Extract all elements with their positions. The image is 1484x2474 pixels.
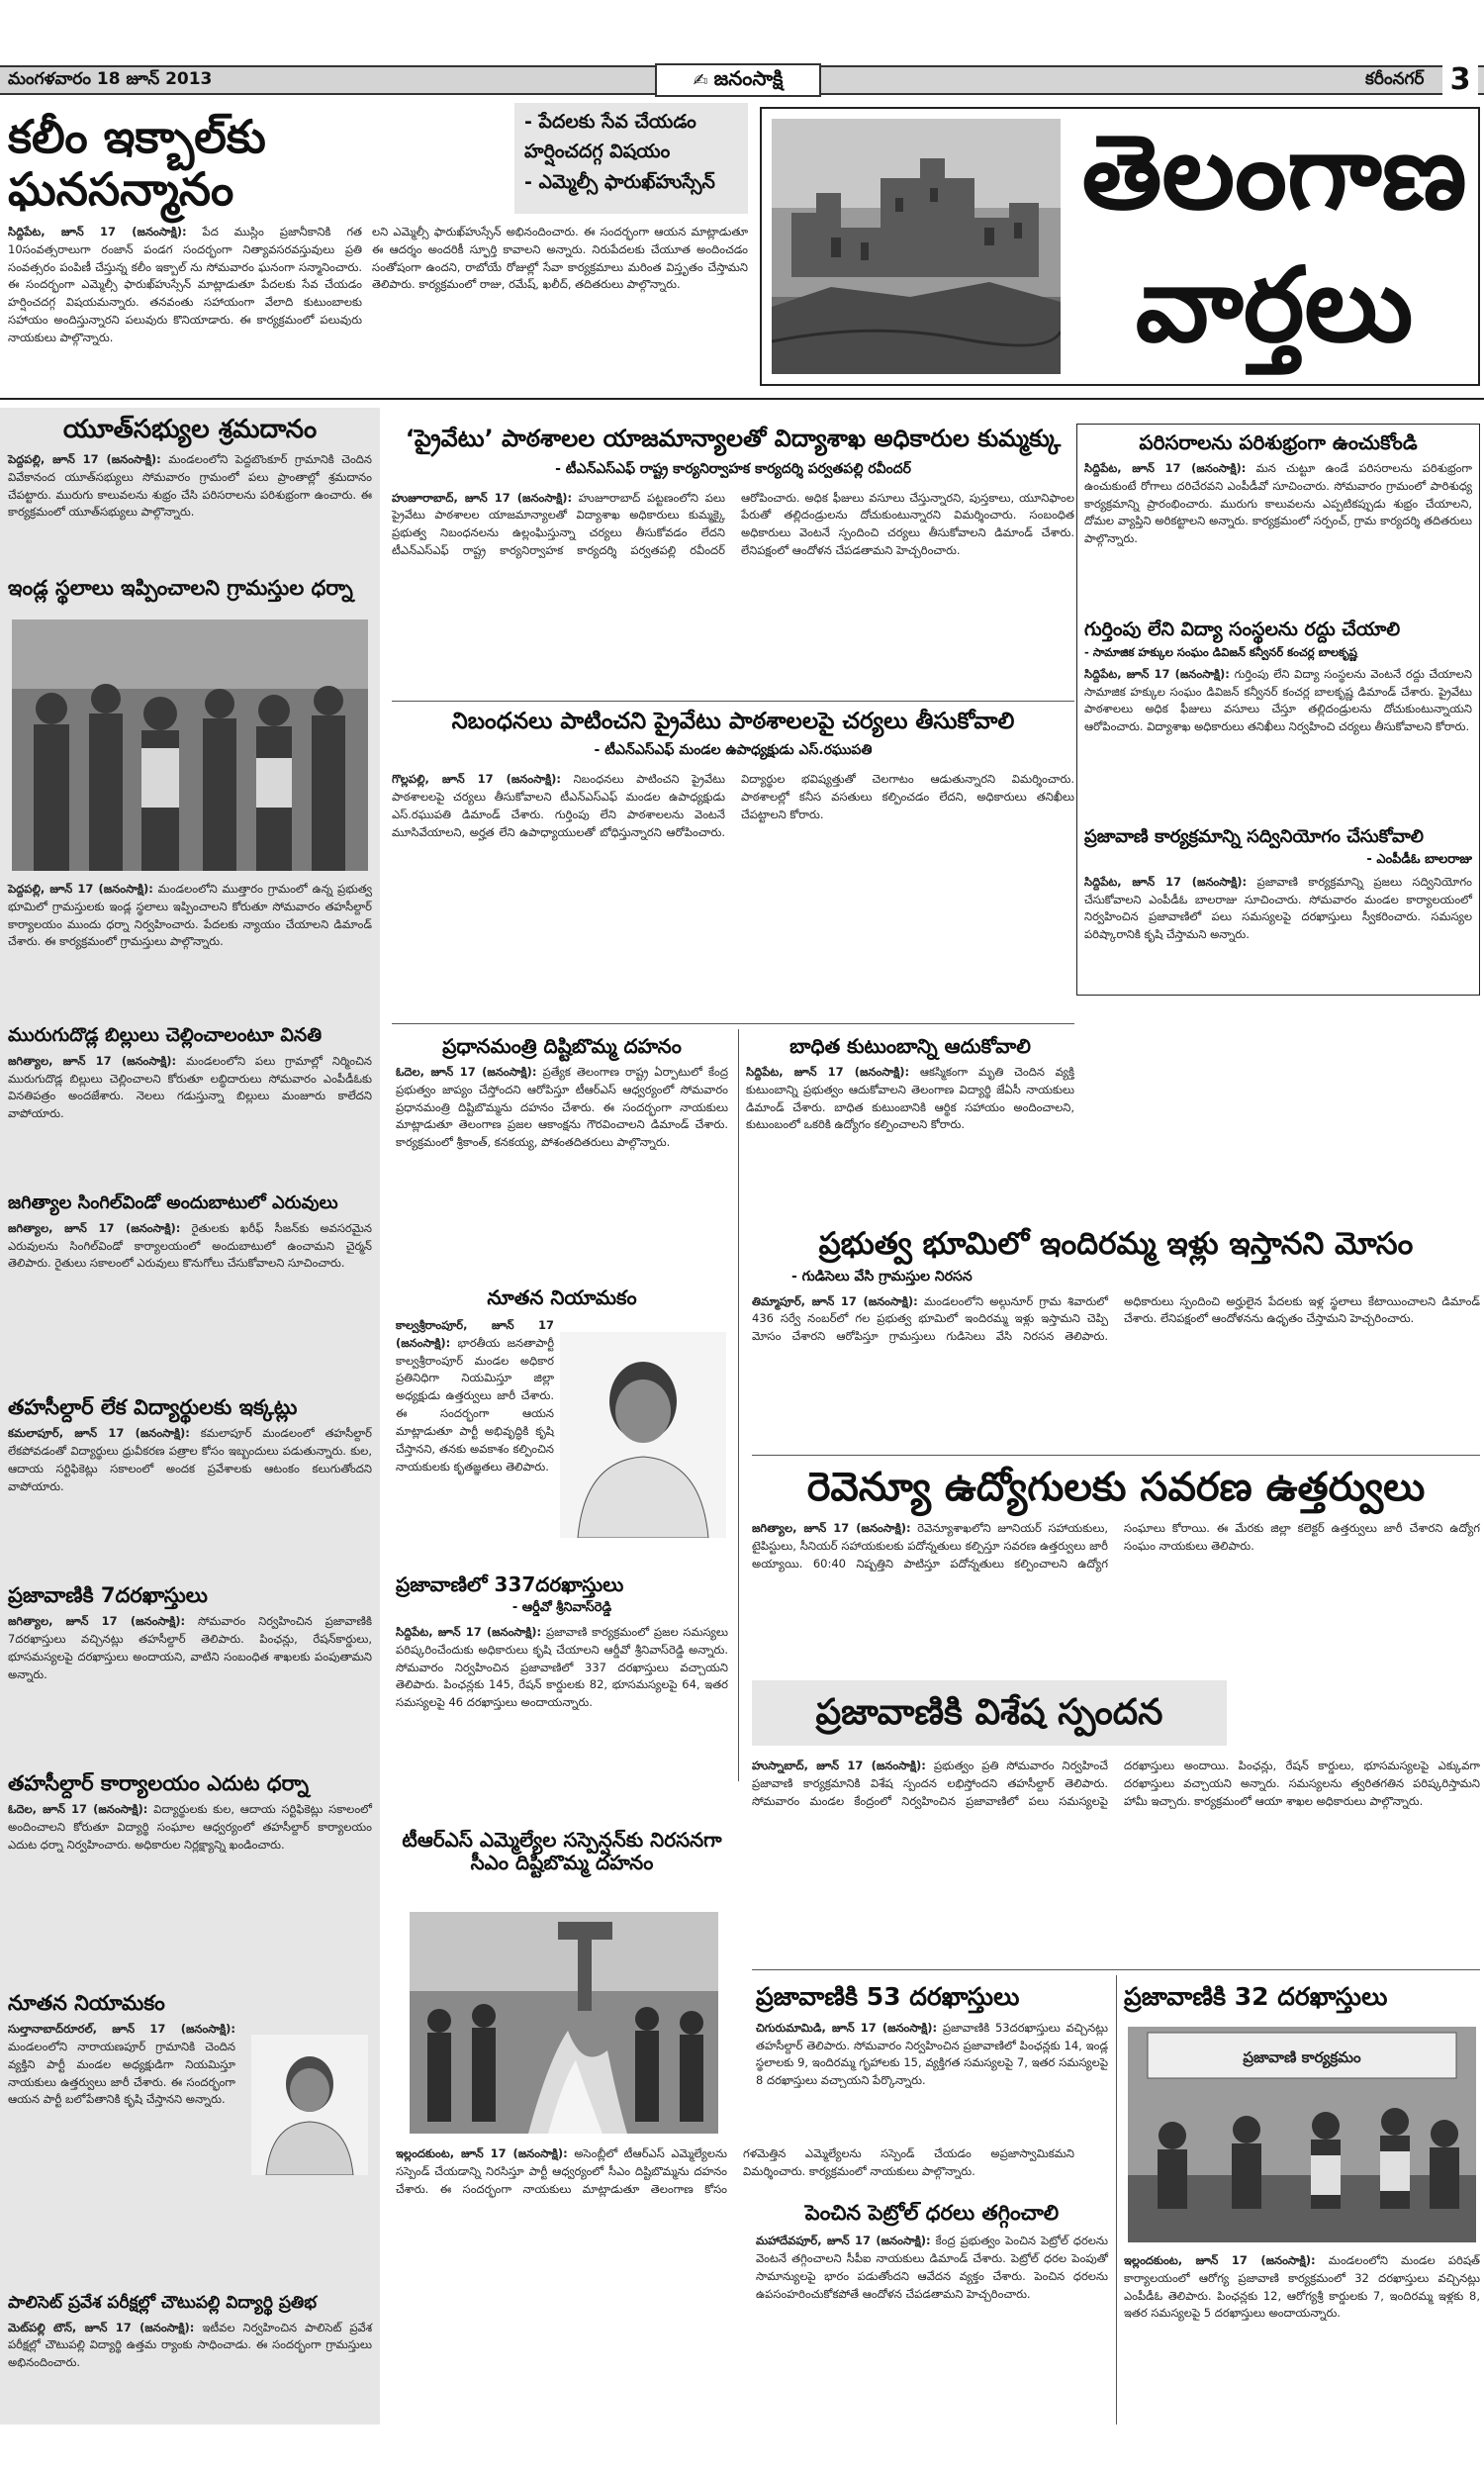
no-tahsildar-body: కమలాపూర్ మండలంలో తహసీల్దార్ లేకపోవడంతో విద్యార్థులు ధ్రువీకరణ పత్రాల కోసం ఇబ్బందులు పడుతున్నారు. కుల, ఆదాయ సర్టిఫికెట్లు సకాలంలో అందక ప్రవేశాలకు ఆటంకం కలుగుతోందని వాపోయారు.: [8, 1426, 372, 1493]
appointment-left-headline: నూతన నియామకం: [8, 1991, 165, 2015]
prajavani-usage-subhead: - ఎంపీడీఓ బాలరాజు: [1366, 851, 1472, 867]
unrecognized-body: గుర్తింపు లేని విద్యా సంస్థలను వెంటనే రద్దు చేయాలని సామాజిక హక్కుల సంఘం డివిజన్ కన్వీనర్ కంచర్ల బాలకృష్ణ డిమాండ్ చేశారు. ప్రైవేటు పాఠశాలలు అధిక ఫీజులు వసూలు చేస్తూ తల్లిదండ్రులను దోచుకుంటున్నాయని ఆరోపించారు. విద్యాశాఖ అధికారులు తనిఖీలు నిర్వహించి చర్యలు తీసుకోవాలని కోరారు.: [1084, 666, 1472, 734]
section-divider: [0, 398, 1484, 400]
prajavani32-dateline: ఇల్లందకుంట, జూన్ 17 (జనంసాక్షి):: [1124, 2253, 1316, 2267]
prajavani-banner-text: ప్రజావాణి కార్యక్రమం: [1243, 2048, 1361, 2066]
portrait-image-2: [560, 1332, 726, 1538]
plots-headline: ఇండ్ల స్థలాలు ఇప్పించాలని గ్రామస్తుల ధర్నా: [8, 576, 353, 600]
dharna-photo: [12, 619, 368, 871]
petrol-body: కేంద్ర ప్రభుత్వం పెంచిన పెట్రోల్ ధరలను వెంటనే తగ్గించాలని సీపీఐ నాయకులు డిమాండ్ చేశారు. పెట్రోల్ ధరల పెంపుతో సామాన్యులపై భారం పడుతోందని ఆవేదన వ్యక్తం చేశారు. పెంచిన ధరలను ఉపసంహరించుకోకపోతే ఆందోళన చేపడతామని హెచ్చరించారు.: [756, 2234, 1108, 2301]
prajavani-usage-body: ప్రజావాణి కార్యక్రమాన్ని ప్రజలు సద్వినియోగం చేసుకోవాలని ఎంపీడీఓ బాలరాజు సూచించారు. సోమవారం మండల కార్యాలయంలో నిర్వహించిన ప్రజావాణిలో పలు సమస్యలపై దరఖాస్తులు స్వీకరించారు. సమస్యల పరిష్కారానికి కృషి చేస్తామని అన్నారు.: [1084, 874, 1472, 942]
private-schools-headline: ‘ప్రైవేటు’ పాఠశాలల యాజమాన్యాలతో విద్యాశాఖ అధికారుల కుమ్మక్కు: [405, 425, 1062, 452]
victim-family-body: ఆకస్మికంగా మృతి చెందిన వ్యక్తి కుటుంబాన్ని ప్రభుత్వం ఆదుకోవాలని తెలంగాణ విద్యార్థి జేఏసీ నాయకులు డిమాండ్ చేశారు. బాధిత కుటుంబానికి ఆర్థిక సహాయం అందించాలని, కుటుంబంలో ఒకరికి ఉద్యోగం కల్పించాలని కోరారు.: [746, 1065, 1075, 1132]
lead-body: పేద ముస్లిం ప్రజానీకానికి గత 10సంవత్సరాలుగా రంజాన్ పండగ సందర్భంగా నిత్యావసరవస్తువులు ప్రతి సంవత్సరం పంపిణీ చేస్తున్న కలీం ఇక్బాల్ ను సోమవారం ఘనంగా సన్మానించారు. ఈ సందర్భంగా ఎమ్మెల్సీ ఫారుఖ్‌హుస్సేన్ మాట్లాడుతూ పేదలకు సేవ చేయడం హర్షించదగ్గ విషయమన్నారు. తనవంతు సహాయంగా వేలాది కుటుంబాలకు సహాయం అందిస్తున్నారని పలువురు కొనియాడారు. ఈ కార్యక్రమంలో పలువురు నాయకులు పాల్గొన్నారు.: [8, 225, 362, 344]
masthead-title: జనంసాక్షి: [713, 65, 784, 90]
drain-dateline: జగిత్యాల, జూన్ 17 (జనంసాక్షి):: [8, 1053, 177, 1068]
fort-photo: [772, 119, 1061, 374]
prajavani-usage-headline: ప్రజావాణి కార్యక్రమాన్ని సద్వినియోగం చేసుకోవాలి: [1084, 826, 1424, 847]
petrol-dateline: మహాదేవపూర్, జూన్ 17 (జనంసాక్షి):: [756, 2234, 931, 2248]
pm-effigy-body: ప్రత్యేక తెలంగాణ రాష్ట్ర ఏర్పాటులో కేంద్ర ప్రభుత్వం జాప్యం చేస్తోందని ఆరోపిస్తూ టీఆర్ఎస్ ఆధ్వర్యంలో సోమవారం ప్రధానమంత్రి దిష్టిబొమ్మను దహనం చేశారు. ఈ సందర్భంగా నాయకులు మాట్లాడుతూ తెలంగాణ ప్రజల ఆకాంక్షను గౌరవించాలని డిమాండ్ చేశారు. కార్యక్రమంలో శ్రీకాంత్, కనకయ్య, పోశంతదితరులు పాల్గొన్నారు.: [396, 1065, 728, 1150]
rule-1: [392, 701, 1074, 702]
crowd-protest-image: [12, 619, 368, 871]
rules-schools-dateline: గొల్లపల్లి, జూన్ 17 (జనంసాక్షి):: [392, 772, 561, 787]
petrol-headline: పెంచిన పెట్రోల్ ధరలు తగ్గించాలి: [804, 2201, 1060, 2225]
masthead-logo: [655, 63, 821, 97]
appointment-left-photo: [251, 2035, 368, 2175]
revenue-article: [752, 1465, 1480, 1572]
prajavani32-body: మండలంలోని మండల పరిషత్ కార్యాలయంలో ఆరోగ్య ప్రజావాణి కార్యక్రమంలో 32 దరఖాస్తులు వచ్చినట్లు ఎంపీడీఓ తెలిపారు. పింఛన్లకు 12, ఆరోగ్యశ్రీ కార్డులకు 7, ఇందిరమ్మ ఇళ్లకు 8, ఇతర సమస్యలపై 5 దరఖాస్తులు అందాయన్నారు.: [1124, 2253, 1481, 2321]
victim-family-headline: బాధిత కుటుంబాన్ని ఆదుకోవాలి: [789, 1034, 1031, 1058]
no-tahsildar-article: [8, 1395, 372, 1495]
trs-mla-headline: టీఆర్‌ఎస్ ఎమ్మెల్యేల సస్పెన్షన్‌కు నిరసనగా సీఎం దిష్టిబొమ్మ దహనం: [402, 1828, 722, 1874]
effigy-photo: [410, 1912, 718, 2134]
revenue-dateline: జగిత్యాల, జూన్ 17 (జనంసాక్షి):: [752, 1521, 911, 1535]
prajavani-usage-dateline: సిద్దిపేట, జూన్ 17 (జనంసాక్షి):: [1084, 874, 1248, 889]
indiramma-headline: ప్రభుత్వ భూమిలో ఇందిరమ్మ ఇళ్లు ఇస్తానని మోసం: [818, 1226, 1414, 1262]
indiramma-article: [752, 1227, 1480, 1346]
rule-2: [392, 1023, 1074, 1024]
cleanliness-body: మన చుట్టూ ఉండే పరిసరాలను పరిశుభ్రంగా ఉంచుకుంటే రోగాలు దరిచేరవని ఎంపీడీవో సూచించారు. సోమవారం గ్రామంలో పారిశుధ్య కార్యక్రమాన్ని ప్రారంభించారు. మురుగు కాలువలను ఎప్పటికప్పుడు శుభ్రం చేయాలని, దోమల వ్యాప్తిని అరికట్టాలని అన్నారు. కార్యక్రమంలో సర్పంచ్, గ్రామ కార్యదర్శి తదితరులు పాల్గొన్నారు.: [1084, 461, 1472, 546]
youth-headline: యూత్‌సభ్యుల శ్రమదానం: [62, 415, 318, 444]
unrecognized-article: [1084, 619, 1472, 736]
lead-col-2: [372, 224, 748, 294]
rule-3: [752, 1455, 1480, 1456]
page-number: 3: [1442, 63, 1478, 97]
prajavani-response-article: [752, 1758, 1480, 1810]
indiramma-dateline: తిమ్మాపూర్, జూన్ 17 (జనంసాక్షి):: [752, 1293, 918, 1308]
appointment-mid-headline: నూతన నియామకం: [487, 1285, 637, 1309]
youth-article: [8, 416, 372, 522]
prajavani7-headline: ప్రజావాణికి 7దరఖాస్తులు: [8, 1583, 208, 1607]
prajavani53-dateline: చిగురుమామిడి, జూన్ 17 (జనంసాక్షి):: [756, 2020, 938, 2035]
no-tahsildar-headline: తహసీల్దార్ లేక విద్యార్థులకు ఇక్కట్లు: [8, 1395, 298, 1419]
prajavani337-dateline: సిద్దిపేట, జూన్ 17 (జనంసాక్షి):: [396, 1625, 542, 1639]
cleanliness-article: [1084, 431, 1472, 548]
revenue-headline: రెవెన్యూ ఉద్యోగులకు సవరణ ఉత్తర్వులు: [806, 1465, 1426, 1510]
effigy-burning-image: [410, 1912, 718, 2134]
prajavani-usage-article: [1084, 827, 1472, 944]
lead-dateline: సిద్దిపేట, జూన్ 17 (జనంసాక్షి):: [8, 225, 187, 238]
drain-article: [8, 1025, 372, 1123]
jagityal-headline: జగిత్యాల సింగిల్‌విండో అందుబాటులో ఎరువులు: [8, 1192, 338, 1213]
polycet-body: ఇటీవల నిర్వహించిన పాలిసెట్ ప్రవేశ పరీక్షల్లో చౌటుపల్లి విద్యార్థి ఉత్తమ ర్యాంకు సాధించాడు. ఈ సందర్భంగా గ్రామస్తులు అభినందించారు.: [8, 2320, 373, 2370]
lead-subhead-1: - పేదలకు సేవ చేయడం: [524, 111, 696, 133]
youth-body: మండలంలోని పెద్దబొంకూర్ గ్రామానికి చెందిన వివేకానంద యూత్‌సభ్యులు సోమవారం గ్రామంలో పలు ప్రాంతాల్లో శ్రమదానం చేపట్టారు. మురుగు కాలువలను శుభ్రం చేసి పరిసరాలను పరిశుభ్రంగా ఉంచారు. ఈ కార్యక్రమంలో యూత్‌సభ్యులు పాల్గొన్నారు.: [8, 451, 372, 520]
plots-body-block: [8, 881, 372, 951]
tahsildar-dharna-headline: తహసీల్దార్ కార్యాలయం ఎదుట ధర్నా: [8, 1771, 309, 1795]
plots-article: [8, 576, 372, 608]
plots-body: మండలంలోని ముత్తారం గ్రామంలో ఉన్న ప్రభుత్వ భూమిలో గ్రామస్తులకు ఇండ్ల స్థలాలు ఇప్పించాలని కోరుతూ సోమవారం తహసీల్దార్ కార్యాలయం ముందు ధర్నా నిర్వహించారు. పేదలకు న్యాయం చేయాలని డిమాండ్ చేశారు. ఈ కార్యక్రమంలో గ్రామస్తులు పాల్గొన్నారు.: [8, 882, 372, 949]
prajavani337-article: [396, 1573, 728, 1712]
prajavani53-body: ప్రజావాణికి 53దరఖాస్తులు వచ్చినట్లు తహసీల్దార్ తెలిపారు. సోమవారం నిర్వహించిన ప్రజావాణిలో పింఛన్లకు 14, ఇండ్ల స్థలాలకు 9, ఇందిరమ్మ గృహాలకు 15, వ్యక్తిగత సమస్యలపై 7, ఇతర సమస్యలపై 8 దరఖాస్తులు వచ్చాయని పేర్కొన్నారు.: [756, 2020, 1109, 2088]
rules-schools-headline: నిబంధనలు పాటించని ప్రైవేటు పాఠశాలలపై చర్యలు తీసుకోవాలి: [451, 709, 1015, 734]
prajavani337-subhead: - ఆర్డీవో శ్రీనివాస్‌రెడ్డి: [511, 1600, 612, 1615]
prajavani32-article: [1124, 1983, 1480, 2020]
lead-subhead-3: - ఎమ్మెల్సీ ఫారుఖ్‌హుస్సేన్: [524, 170, 715, 193]
appointment-mid-body: భారతీయ జనతాపార్టీ కాల్వశ్రీరాంపూర్ మండల అధికార ప్రతినిధిగా నియమిస్తూ జిల్లా అధ్యక్షుడు ఉత్తర్వులు జారీ చేశారు. ఈ సందర్భంగా ఆయన మాట్లాడుతూ పార్టీ అభివృద్ధికి కృషి చేస్తానని, తనకు అవకాశం కల్పించిన నాయకులకు కృతజ్ఞతలు తెలిపారు.: [396, 1335, 555, 1474]
rule-4: [752, 1969, 1480, 1970]
drain-body: మండలంలోని పలు గ్రామాల్లో నిర్మించిన మురుగుదొడ్ల బిల్లులు చెల్లించాలని కోరుతూ లబ్ధిదారులు సోమవారం ఎంపీడీఓకు వినతిపత్రం అందజేశారు. నెలలు గడుస్తున్నా బిల్లులు మంజూరు కాలేదని వాపోయారు.: [8, 1053, 372, 1121]
appointment-mid-photo: [560, 1332, 726, 1538]
appointment-mid-dateline: కాల్వశ్రీరాంపూర్, జూన్ 17 (జనంసాక్షి):: [396, 1318, 554, 1350]
no-tahsildar-dateline: కమలాపూర్, జూన్ 17 (జనంసాక్షి):: [8, 1426, 190, 1441]
polycet-dateline: మెట్‌పల్లి టౌన్, జూన్ 17 (జనంసాక్షి):: [8, 2320, 195, 2334]
polycet-headline: పాలిసెట్ ప్రవేశ పరీక్షల్లో చౌటుపల్లి విద్యార్థి ప్రతిభ: [8, 2293, 317, 2313]
private-schools-body: హుజూరాబాద్ పట్టణంలోని పలు ప్రైవేటు పాఠశాలల యాజమాన్యాలతో విద్యాశాఖ అధికారులు కుమ్మక్కై ప్రభుత్వ నిబంధనలను ఉల్లంఘిస్తున్నా చర్యలు తీసుకోవడం లేదని టీఎన్‌ఎస్‌ఎఫ్ రాష్ట్ర కార్యనిర్వాహక కార్యదర్శి పర్వతపల్లి రవీందర్ ఆరోపించారు. అధిక ఫీజులు వసూలు చేస్తున్నారని, పుస్తకాలు, యూనిఫాంల పేరుతో తల్లిదండ్రులను దోచుకుంటున్నారని విమర్శించారు. సంబంధిత అధికారులు వెంటనే స్పందించి చర్యలు తీసుకోవాలని డిమాండ్ చేశారు. లేనిపక్షంలో ఆందోళన చేపడతామని హెచ్చరించారు.: [392, 490, 1074, 558]
banner-line-1: తెలంగాణ: [1081, 112, 1467, 233]
prajavani32-headline: ప్రజావాణికి 32 దరఖాస్తులు: [1124, 1982, 1388, 2011]
prajavani32-body-block: [1124, 2252, 1480, 2323]
trs-mla-dateline: ఇల్లందకుంట, జూన్ 17 (జనంసాక్షి):: [396, 2146, 568, 2160]
revenue-body: రెవెన్యూశాఖలోని జూనియర్ సహాయకులు, టైపిస్టులు, సీనియర్ సహాయకులకు పదోన్నతులు కల్పిస్తూ సవరణ ఉత్తర్వులు జారీ అయ్యాయి. 60:40 నిష్పత్తిని పాటిస్తూ పదోన్నతులు కల్పించాలని ఉద్యోగ సంఘాలు కోరాయి. ఈ మేరకు జిల్లా కలెక్టర్ ఉత్తర్వులు జారీ చేశారని ఉద్యోగ సంఘం నాయకులు తెలిపారు.: [752, 1521, 1480, 1570]
polycet-article: [8, 2294, 372, 2372]
petrol-article: [756, 2201, 1108, 2303]
pm-effigy-headline: ప్రధానమంత్రి దిష్టిబొమ్మ దహనం: [442, 1034, 682, 1058]
jagityal-dateline: జగిత్యాల, జూన్ 17 (జనంసాక్షి):: [8, 1220, 181, 1235]
appointment-left-dateline: సుల్తానాబాద్‌రూరల్, జూన్ 17 (జనంసాక్షి):: [8, 2022, 235, 2037]
issue-date: మంగళవారం 18 జూన్ 2013: [8, 69, 213, 89]
tahsildar-dharna-article: [8, 1771, 372, 1855]
victim-family-article: [746, 1035, 1074, 1134]
appointment-left-body: మండలంలోని నారాయణపూర్ గ్రామానికి చెందిన వ్యక్తిని పార్టీ మండల అధ్యక్షుడిగా నియమిస్తూ నాయకులు ఉత్తర్వులు జారీ చేశారు. ఈ సందర్భంగా ఆయన పార్టీ బలోపేతానికి కృషి చేస్తానని అన్నారు.: [8, 2039, 235, 2107]
lead-col-1: [8, 224, 362, 347]
unrecognized-subhead: - సామాజిక హక్కుల సంఘం డివిజన్ కన్వీనర్ కంచర్ల బాలకృష్ణ: [1084, 644, 1357, 659]
portrait-image: [251, 2035, 368, 2175]
drain-headline: మురుగుదొడ్ల బిల్లులు చెల్లించాలంటూ వినతి: [8, 1024, 323, 1046]
prajavani7-body: సోమవారం నిర్వహించిన ప్రజావాణికి 7దరఖాస్తులు వచ్చినట్లు తహసీల్దార్ తెలిపారు. పింఛన్లు, రేషన్‌కార్డులు, భూసమస్యలపై దరఖాస్తులు అందాయని, వాటిని సంబంధిత శాఖలకు పంపుతామని అన్నారు.: [8, 1614, 372, 1681]
plots-dateline: పెద్దపల్లి, జూన్ 17 (జనంసాక్షి):: [8, 882, 153, 896]
trs-mla-article: [396, 1829, 728, 1882]
fort-ruins-image: [772, 119, 1061, 374]
pm-effigy-article: [396, 1035, 728, 1152]
rule-v-2: [1116, 1975, 1117, 2425]
telangana-banner: [760, 107, 1480, 386]
jagityal-article: [8, 1193, 372, 1273]
officials-meeting-image: [1128, 2027, 1476, 2242]
prajavani-photo: [1128, 2027, 1476, 2242]
prajavani53-article: [756, 1983, 1108, 2090]
lead-subheads: [514, 103, 748, 214]
tahsildar-dharna-dateline: ఓదెల, జూన్ 17 (జనంసాక్షి):: [8, 1802, 148, 1817]
pm-effigy-dateline: ఓదెల, జూన్ 17 (జనంసాక్షి):: [396, 1065, 537, 1079]
indiramma-subhead: - గుడిసెలు వేసి గ్రామస్తుల నిరసన: [791, 1268, 973, 1285]
rules-schools-article: [392, 709, 1074, 842]
private-schools-article: [392, 426, 1074, 560]
private-schools-dateline: హుజూరాబాద్, జూన్ 17 (జనంసాక్షి):: [392, 490, 573, 505]
tahsildar-dharna-body: విద్యార్థులకు కుల, ఆదాయ సర్టిఫికెట్లు సకాలంలో అందించాలని కోరుతూ విద్యార్థి సంఘాల ఆధ్వర్యంలో తహసీల్దార్ కార్యాలయం ఎదుట ధర్నా నిర్వహించారు. అధికారుల నిర్లక్ష్యాన్ని ఖండించారు.: [8, 1802, 372, 1852]
trs-mla-body: అసెంబ్లీలో టీఆర్‌ఎస్ ఎమ్మెల్యేలను సస్పెండ్ చేయడాన్ని నిరసిస్తూ పార్టీ ఆధ్వర్యంలో సీఎం దిష్టిబొమ్మను దహనం చేశారు. ఈ సందర్భంగా నాయకులు మాట్లాడుతూ తెలంగాణ కోసం గళమెత్తిన ఎమ్మెల్యేలను సస్పెండ్ చేయడం అప్రజాస్వామికమని విమర్శించారు. కార్యక్రమంలో నాయకులు పాల్గొన్నారు.: [396, 2146, 1074, 2196]
prajavani337-headline: ప్రజావాణిలో 337దరఖాస్తులు: [396, 1572, 624, 1596]
indiramma-body: మండలంలోని అల్గునూర్ గ్రామ శివారులో 436 సర్వే నంబర్‌లో గల ప్రభుత్వ భూమిలో ఇందిరమ్మ ఇళ్లు ఇస్తామని చెప్పి మోసం చేశారని ఆరోపిస్తూ గ్రామస్తులు గుడిసెలు వేసి నిరసన తెలిపారు. అధికారులు స్పందించి అర్హులైన పేదలకు ఇళ్ల స్థలాలు కేటాయించాలని డిమాండ్ చేశారు. లేనిపక్షంలో ఆందోళనను ఉధృతం చేస్తామని హెచ్చరించారు.: [752, 1293, 1480, 1344]
jagityal-body: రైతులకు ఖరీఫ్ సీజన్‌కు అవసరమైన ఎరువులను సింగిల్‌విండో కార్యాలయంలో అందుబాటులో ఉంచామని చైర్మన్ తెలిపారు. రైతులు సకాలంలో ఎరువులు కొనుగోలు చేసుకోవాలని సూచించారు.: [8, 1220, 372, 1271]
prajavani7-article: [8, 1583, 372, 1683]
section-name: కరీంనగర్: [1365, 69, 1425, 89]
cleanliness-dateline: సిద్దిపేట, జూన్ 17 (జనంసాక్షి):: [1084, 461, 1247, 475]
unrecognized-headline: గుర్తింపు లేని విద్యా సంస్థలను రద్దు చేయాలి: [1084, 618, 1401, 640]
rules-schools-body: నిబంధనలు పాటించని ప్రైవేటు పాఠశాలలపై చర్యలు తీసుకోవాలని టీఎన్‌ఎస్‌ఎఫ్ మండల ఉపాధ్యక్షుడు ఎస్.రఘుపతి డిమాండ్ చేశారు. గుర్తింపు లేని పాఠశాలలను వెంటనే మూసివేయాలని, అర్హత లేని ఉపాధ్యాయులతో బోధిస్తున్నారని ఆరోపించారు. విద్యార్థుల భవిష్యత్తుతో చెలగాటం ఆడుతున్నారని విమర్శించారు. పాఠశాలల్లో కనీస వసతులు కల్పించడం లేదని, అధికారులు తనిఖీలు చేపట్టాలని కోరారు.: [392, 772, 1074, 839]
rules-schools-subhead: - టీఎన్‌ఎస్‌ఎఫ్ మండల ఉపాధ్యక్షుడు ఎస్.రఘుపతి: [594, 742, 873, 759]
prajavani337-body: ప్రజావాణి కార్యక్రమంలో ప్రజల సమస్యలు పరిష్కరించేందుకు అధికారులు కృషి చేయాలని ఆర్డీవో శ్రీనివాస్‌రెడ్డి అన్నారు. సోమవారం నిర్వహించిన ప్రజావాణిలో 337 దరఖాస్తులు వచ్చాయని తెలిపారు. పింఛన్లకు 145, రేషన్ కార్డులకు 82, భూసమస్యలపై 64, ఇతర సమస్యలపై 46 దరఖాస్తులు అందాయన్నారు.: [396, 1625, 728, 1710]
unrecognized-dateline: సిద్దిపేట, జూన్ 17 (జనంసాక్షి):: [1084, 666, 1230, 681]
lead-subhead-2: హర్షించదగ్గ విషయం: [524, 141, 671, 163]
prajavani-response-banner: [752, 1680, 1227, 1746]
prajavani-response-headline: ప్రజావాణికి విశేష స్పందన: [815, 1692, 1163, 1733]
prajavani-response-body: ప్రభుత్వం ప్రతి సోమవారం నిర్వహించే ప్రజావాణి కార్యక్రమానికి విశేష స్పందన లభిస్తోందని తహసీల్దార్ తెలిపారు. సోమవారం మండల కేంద్రంలో నిర్వహించిన ప్రజావాణిలో పలు సమస్యలపై దరఖాస్తులు అందాయి. పింఛన్లు, రేషన్ కార్డులు, భూసమస్యలపై ఎక్కువగా దరఖాస్తులు వచ్చాయని అన్నారు. సమస్యలను త్వరితగతిన పరిష్కరిస్తామని హామీ ఇచ్చారు. కార్యక్రమంలో ఆయా శాఖల అధికారులు పాల్గొన్నారు.: [752, 1759, 1480, 1808]
lead-headline: కలీం ఇక్బాల్‌కు ఘనసన్మానం: [8, 110, 266, 216]
lead-body-2: లని ఎమ్మెల్సీ ఫారుఖ్‌హుస్సేన్ అభినందించారు. ఈ సందర్భంగా ఆయన మాట్లాడుతూ ఈ ఆదర్శం అందరికీ స్ఫూర్తి కావాలని అన్నారు. నిరుపేదలకు చేయూత అందించడం సంతోషంగా ఉందని, రాబోయే రోజుల్లో సేవా కార్యక్రమాలు మరింత విస్తృతం చేస్తామని తెలిపారు. కార్యక్రమంలో రాజు, రమేష్, ఖలీద్, తదితరులు పాల్గొన్నారు.: [372, 225, 748, 292]
private-schools-subhead: - టీఎన్‌ఎస్‌ఎఫ్ రాష్ట్ర కార్యనిర్వాహక కార్యదర్శి పర్వతపల్లి రవీందర్: [555, 460, 911, 477]
masthead-icon: ✍: [693, 69, 708, 91]
banner-line-2: వార్తలు: [1135, 244, 1414, 365]
victim-family-dateline: సిద్దిపేట, జూన్ 17 (జనంసాక్షి):: [746, 1065, 910, 1079]
trs-mla-body-block: [396, 2145, 1074, 2198]
prajavani7-dateline: జగిత్యాల, జూన్ 17 (జనంసాక్షి):: [8, 1614, 186, 1629]
rule-v-1: [738, 1029, 739, 1781]
prajavani53-headline: ప్రజావాణికి 53 దరఖాస్తులు: [756, 1982, 1020, 2011]
cleanliness-headline: పరిసరాలను పరిశుభ్రంగా ఉంచుకోండి: [1139, 430, 1418, 454]
prajavani-response-dateline: హుస్నాబాద్, జూన్ 17 (జనంసాక్షి):: [752, 1759, 926, 1772]
youth-dateline: పెద్దపల్లి, జూన్ 17 (జనంసాక్షి):: [8, 451, 161, 466]
